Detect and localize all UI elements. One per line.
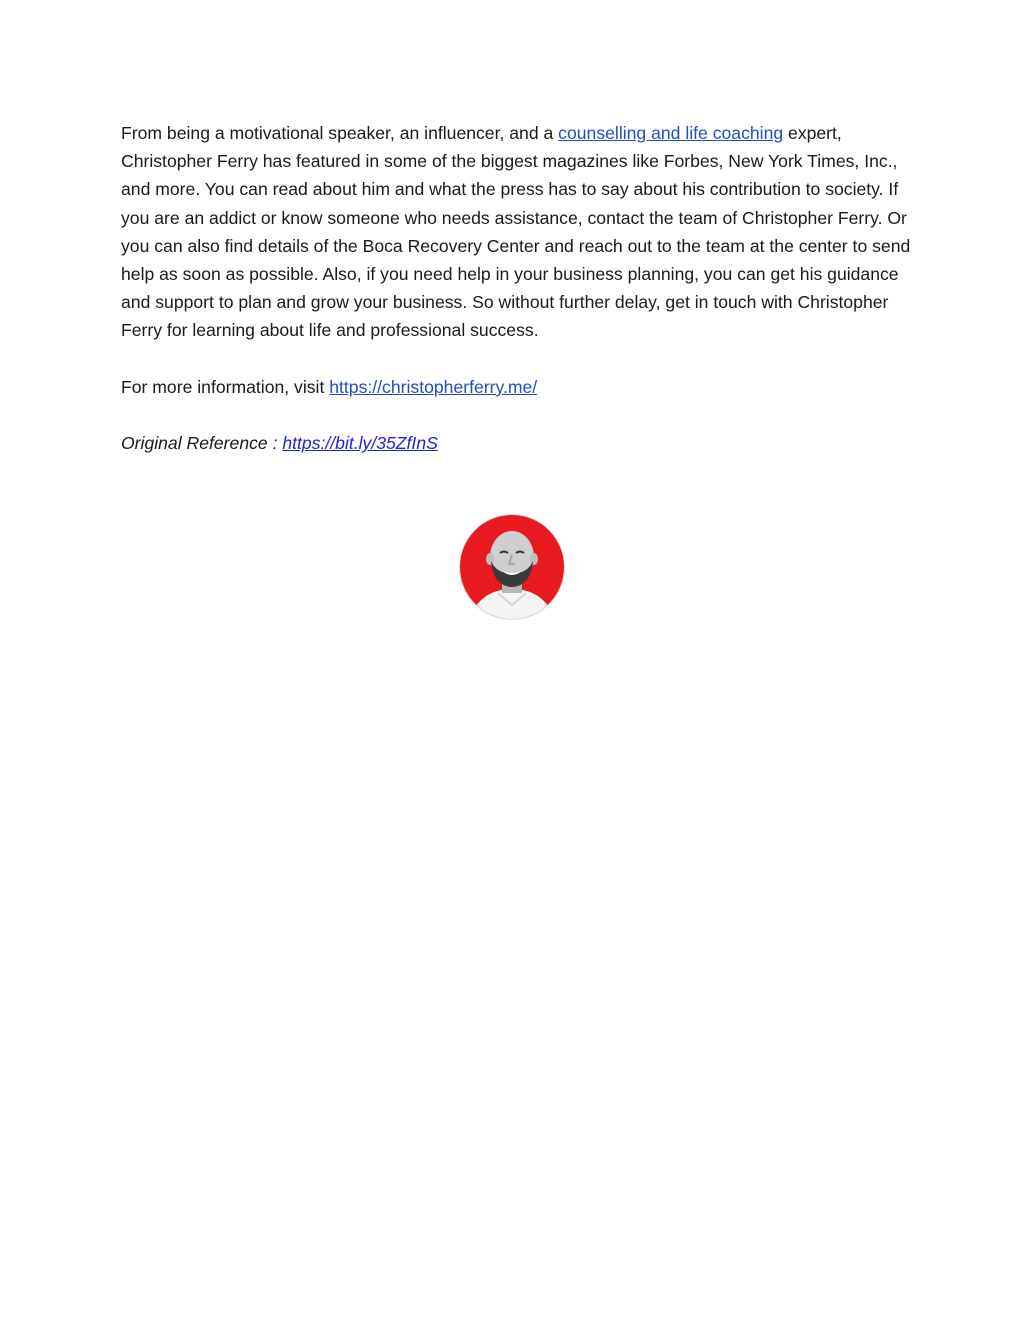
reference-link[interactable]: https://bit.ly/35ZfInS <box>282 433 438 454</box>
more-info-paragraph <box>121 373 911 401</box>
document-page <box>121 119 911 486</box>
paragraph-text-start: From being a motivational speaker, an influencer, and a <box>121 123 559 143</box>
paragraph-text-end: expert, Christopher Ferry has featured in some of the biggest magazines like Forbes, New York Times, Inc., and more. You can read about him and what the press has to say about his contribution to society. If you are an addict or know someone who needs assistance, contact the team of Christopher Ferry. Or you can also find details of the Boca Recovery Center and reach out to the team at the center to send help as soon as possible. Also, if you need help in your business planning, you can get his guidance and support to plan and grow your business. So without further delay, get in touch with Christopher Ferry for learning about life and professional success. <box>121 123 911 341</box>
avatar <box>458 513 566 621</box>
reference-label: Original Reference : <box>121 433 283 454</box>
counselling-link[interactable]: counselling and life coaching <box>558 123 784 143</box>
website-link[interactable]: https://christopherferry.me/ <box>329 376 538 397</box>
reference-paragraph <box>121 429 911 457</box>
more-info-label: For more information, visit <box>121 376 330 397</box>
avatar-icon <box>458 513 566 621</box>
main-paragraph <box>121 119 911 345</box>
